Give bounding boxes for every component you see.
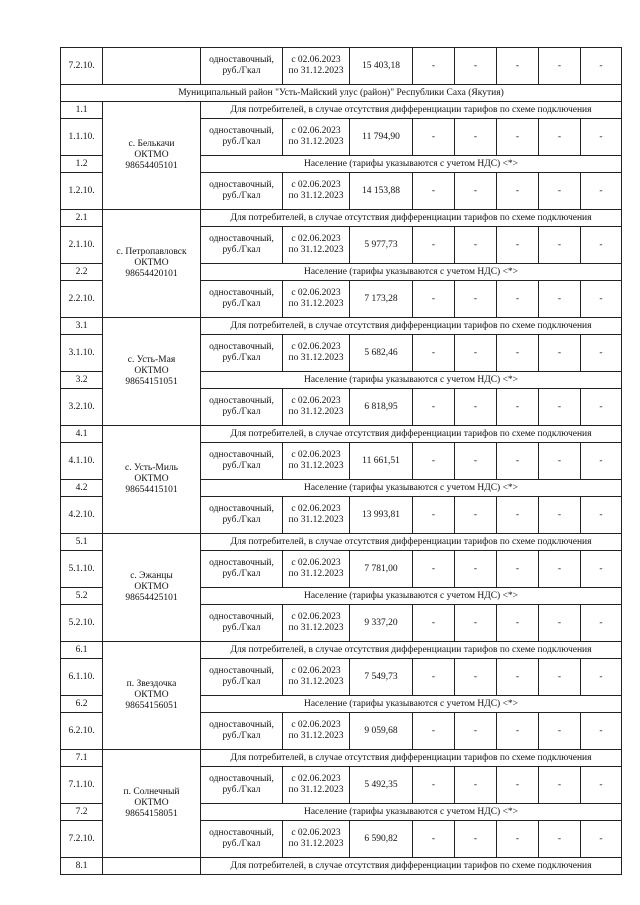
dash-cell: -: [581, 659, 622, 696]
place-cell: п. Солнечный ОКТМО 98654158051: [103, 750, 201, 858]
dash-cell: -: [455, 821, 497, 858]
period-cell: с 02.06.2023 по 31.12.2023: [283, 48, 350, 85]
consumer-category: Население (тарифы указываются с учетом НДС) <*>: [201, 804, 622, 821]
dash-cell: -: [413, 119, 455, 156]
table-row: [61, 318, 622, 335]
dash-cell: -: [581, 119, 622, 156]
tariff-value: 6 590,82: [350, 821, 413, 858]
dash-cell: -: [539, 497, 581, 534]
dash-cell: -: [413, 173, 455, 210]
tariff-value: 7 549,73: [350, 659, 413, 696]
row-number: 7.1.10.: [61, 767, 103, 804]
dash-cell: -: [455, 551, 497, 588]
tariff-value: 9 059,68: [350, 713, 413, 750]
table-row: [61, 102, 622, 119]
dash-cell: -: [455, 443, 497, 480]
tariff-value: 7 781,00: [350, 551, 413, 588]
section-number: 1.1: [61, 102, 103, 119]
place-cell: п. Звездочка ОКТМО 98654156051: [103, 642, 201, 750]
dash-cell: -: [455, 48, 497, 85]
tariff-value: 5 977,73: [350, 227, 413, 264]
place-cell: с. Петропавловск ОКТМО 98654420101: [103, 210, 201, 318]
dash-cell: -: [539, 389, 581, 426]
table-row: [61, 426, 622, 443]
dash-cell: -: [581, 443, 622, 480]
dash-cell: -: [497, 281, 539, 318]
dash-cell: -: [497, 443, 539, 480]
dash-cell: -: [539, 335, 581, 372]
row-number: 4.2.10.: [61, 497, 103, 534]
table-row: [61, 210, 622, 227]
section-number: 2.1: [61, 210, 103, 227]
unit-cell: одноставочный, руб./Гкал: [201, 173, 283, 210]
section-number: 6.1: [61, 642, 103, 659]
dash-cell: -: [539, 119, 581, 156]
district-heading-row: [61, 85, 622, 102]
dash-cell: -: [539, 173, 581, 210]
unit-cell: одноставочный, руб./Гкал: [201, 281, 283, 318]
consumer-category: Население (тарифы указываются с учетом НДС) <*>: [201, 696, 622, 713]
section-number: 4.2: [61, 480, 103, 497]
consumer-category: Для потребителей, в случае отсутствия дифференциации тарифов по схеме подключения: [201, 858, 622, 875]
unit-cell: одноставочный, руб./Гкал: [201, 551, 283, 588]
dash-cell: -: [497, 389, 539, 426]
section-number: 4.1: [61, 426, 103, 443]
consumer-category: Для потребителей, в случае отсутствия дифференциации тарифов по схеме подключения: [201, 318, 622, 335]
dash-cell: -: [497, 335, 539, 372]
consumer-category: Население (тарифы указываются с учетом НДС) <*>: [201, 264, 622, 281]
dash-cell: -: [497, 659, 539, 696]
place-cell: [103, 48, 201, 85]
dash-cell: -: [497, 173, 539, 210]
period-cell: с 02.06.2023 по 31.12.2023: [283, 767, 350, 804]
dash-cell: -: [581, 389, 622, 426]
period-cell: с 02.06.2023 по 31.12.2023: [283, 227, 350, 264]
row-number: 2.1.10.: [61, 227, 103, 264]
dash-cell: -: [497, 497, 539, 534]
dash-cell: -: [413, 389, 455, 426]
dash-cell: -: [539, 713, 581, 750]
dash-cell: -: [581, 227, 622, 264]
dash-cell: -: [455, 173, 497, 210]
dash-cell: -: [581, 605, 622, 642]
tariff-value: 9 337,20: [350, 605, 413, 642]
row-number: 7.2.10.: [61, 48, 103, 85]
section-number: 5.1: [61, 534, 103, 551]
dash-cell: -: [413, 227, 455, 264]
unit-cell: одноставочный, руб./Гкал: [201, 443, 283, 480]
section-number: 3.1: [61, 318, 103, 335]
consumer-category: Для потребителей, в случае отсутствия дифференциации тарифов по схеме подключения: [201, 750, 622, 767]
dash-cell: -: [581, 713, 622, 750]
district-title: Муниципальный район "Усть-Майский улус (район)" Республики Саха (Якутия): [61, 85, 622, 102]
row-number: 4.1.10.: [61, 443, 103, 480]
consumer-category: Население (тарифы указываются с учетом НДС) <*>: [201, 588, 622, 605]
table-row: [61, 642, 622, 659]
period-cell: с 02.06.2023 по 31.12.2023: [283, 389, 350, 426]
dash-cell: -: [413, 551, 455, 588]
row-number: 7.2.10.: [61, 821, 103, 858]
period-cell: с 02.06.2023 по 31.12.2023: [283, 713, 350, 750]
period-cell: с 02.06.2023 по 31.12.2023: [283, 551, 350, 588]
period-cell: с 02.06.2023 по 31.12.2023: [283, 173, 350, 210]
dash-cell: -: [455, 659, 497, 696]
dash-cell: -: [455, 605, 497, 642]
table-row: [61, 858, 622, 875]
tariff-value: 11 661,51: [350, 443, 413, 480]
row-number: 5.2.10.: [61, 605, 103, 642]
unit-cell: одноставочный, руб./Гкал: [201, 497, 283, 534]
dash-cell: -: [539, 48, 581, 85]
row-number: 6.2.10.: [61, 713, 103, 750]
dash-cell: -: [581, 48, 622, 85]
period-cell: с 02.06.2023 по 31.12.2023: [283, 605, 350, 642]
section-number: 5.2: [61, 588, 103, 605]
tariff-value: 7 173,28: [350, 281, 413, 318]
unit-cell: одноставочный, руб./Гкал: [201, 821, 283, 858]
place-cell: [103, 858, 201, 875]
dash-cell: -: [455, 119, 497, 156]
table-row: [61, 48, 622, 85]
dash-cell: -: [539, 605, 581, 642]
dash-cell: -: [455, 335, 497, 372]
tariff-value: 15 403,18: [350, 48, 413, 85]
consumer-category: Население (тарифы указываются с учетом НДС) <*>: [201, 156, 622, 173]
tariff-value: 6 818,95: [350, 389, 413, 426]
row-number: 5.1.10.: [61, 551, 103, 588]
place-cell: с. Усть-Миль ОКТМО 98654415101: [103, 426, 201, 534]
consumer-category: Для потребителей, в случае отсутствия дифференциации тарифов по схеме подключения: [201, 642, 622, 659]
dash-cell: -: [581, 821, 622, 858]
dash-cell: -: [413, 605, 455, 642]
dash-cell: -: [581, 173, 622, 210]
period-cell: с 02.06.2023 по 31.12.2023: [283, 335, 350, 372]
dash-cell: -: [497, 551, 539, 588]
dash-cell: -: [413, 497, 455, 534]
dash-cell: -: [581, 497, 622, 534]
section-number: 2.2: [61, 264, 103, 281]
table-row: [61, 534, 622, 551]
tariff-table-body: [61, 48, 622, 875]
dash-cell: -: [455, 281, 497, 318]
dash-cell: -: [581, 767, 622, 804]
row-number: 3.2.10.: [61, 389, 103, 426]
dash-cell: -: [413, 335, 455, 372]
dash-cell: -: [455, 767, 497, 804]
dash-cell: -: [497, 227, 539, 264]
tariff-value: 13 993,81: [350, 497, 413, 534]
place-cell: с. Эжанцы ОКТМО 98654425101: [103, 534, 201, 642]
consumer-category: Для потребителей, в случае отсутствия дифференциации тарифов по схеме подключения: [201, 102, 622, 119]
period-cell: с 02.06.2023 по 31.12.2023: [283, 821, 350, 858]
unit-cell: одноставочный, руб./Гкал: [201, 659, 283, 696]
row-number: 3.1.10.: [61, 335, 103, 372]
tariff-table: [60, 47, 622, 875]
section-number: 3.2: [61, 372, 103, 389]
dash-cell: -: [497, 48, 539, 85]
dash-cell: -: [581, 551, 622, 588]
dash-cell: -: [413, 48, 455, 85]
tariff-value: 5 682,46: [350, 335, 413, 372]
place-cell: с. Усть-Мая ОКТМО 98654151051: [103, 318, 201, 426]
dash-cell: -: [497, 119, 539, 156]
dash-cell: -: [539, 443, 581, 480]
dash-cell: -: [455, 713, 497, 750]
dash-cell: -: [539, 659, 581, 696]
section-number: 1.2: [61, 156, 103, 173]
dash-cell: -: [413, 659, 455, 696]
tariff-value: 11 794,90: [350, 119, 413, 156]
consumer-category: Население (тарифы указываются с учетом НДС) <*>: [201, 480, 622, 497]
section-number: 8.1: [61, 858, 103, 875]
section-number: 7.2: [61, 804, 103, 821]
section-number: 7.1: [61, 750, 103, 767]
dash-cell: -: [497, 713, 539, 750]
unit-cell: одноставочный, руб./Гкал: [201, 605, 283, 642]
dash-cell: -: [413, 767, 455, 804]
dash-cell: -: [539, 227, 581, 264]
consumer-category: Для потребителей, в случае отсутствия дифференциации тарифов по схеме подключения: [201, 426, 622, 443]
period-cell: с 02.06.2023 по 31.12.2023: [283, 281, 350, 318]
row-number: 1.1.10.: [61, 119, 103, 156]
dash-cell: -: [539, 281, 581, 318]
consumer-category: Для потребителей, в случае отсутствия дифференциации тарифов по схеме подключения: [201, 534, 622, 551]
period-cell: с 02.06.2023 по 31.12.2023: [283, 443, 350, 480]
dash-cell: -: [497, 605, 539, 642]
consumer-category: Для потребителей, в случае отсутствия дифференциации тарифов по схеме подключения: [201, 210, 622, 227]
unit-cell: одноставочный, руб./Гкал: [201, 48, 283, 85]
row-number: 1.2.10.: [61, 173, 103, 210]
dash-cell: -: [539, 551, 581, 588]
unit-cell: одноставочный, руб./Гкал: [201, 767, 283, 804]
unit-cell: одноставочный, руб./Гкал: [201, 227, 283, 264]
row-number: 6.1.10.: [61, 659, 103, 696]
unit-cell: одноставочный, руб./Гкал: [201, 389, 283, 426]
dash-cell: -: [581, 335, 622, 372]
place-cell: с. Белькачи ОКТМО 98654405101: [103, 102, 201, 210]
dash-cell: -: [413, 821, 455, 858]
period-cell: с 02.06.2023 по 31.12.2023: [283, 659, 350, 696]
dash-cell: -: [497, 767, 539, 804]
unit-cell: одноставочный, руб./Гкал: [201, 335, 283, 372]
dash-cell: -: [581, 281, 622, 318]
dash-cell: -: [455, 389, 497, 426]
unit-cell: одноставочный, руб./Гкал: [201, 713, 283, 750]
dash-cell: -: [539, 821, 581, 858]
table-row: [61, 750, 622, 767]
dash-cell: -: [455, 497, 497, 534]
dash-cell: -: [413, 713, 455, 750]
consumer-category: Население (тарифы указываются с учетом НДС) <*>: [201, 372, 622, 389]
tariff-value: 5 492,35: [350, 767, 413, 804]
row-number: 2.2.10.: [61, 281, 103, 318]
section-number: 6.2: [61, 696, 103, 713]
period-cell: с 02.06.2023 по 31.12.2023: [283, 119, 350, 156]
dash-cell: -: [413, 281, 455, 318]
tariff-value: 14 153,88: [350, 173, 413, 210]
unit-cell: одноставочный, руб./Гкал: [201, 119, 283, 156]
dash-cell: -: [497, 821, 539, 858]
dash-cell: -: [455, 227, 497, 264]
dash-cell: -: [413, 443, 455, 480]
dash-cell: -: [539, 767, 581, 804]
period-cell: с 02.06.2023 по 31.12.2023: [283, 497, 350, 534]
